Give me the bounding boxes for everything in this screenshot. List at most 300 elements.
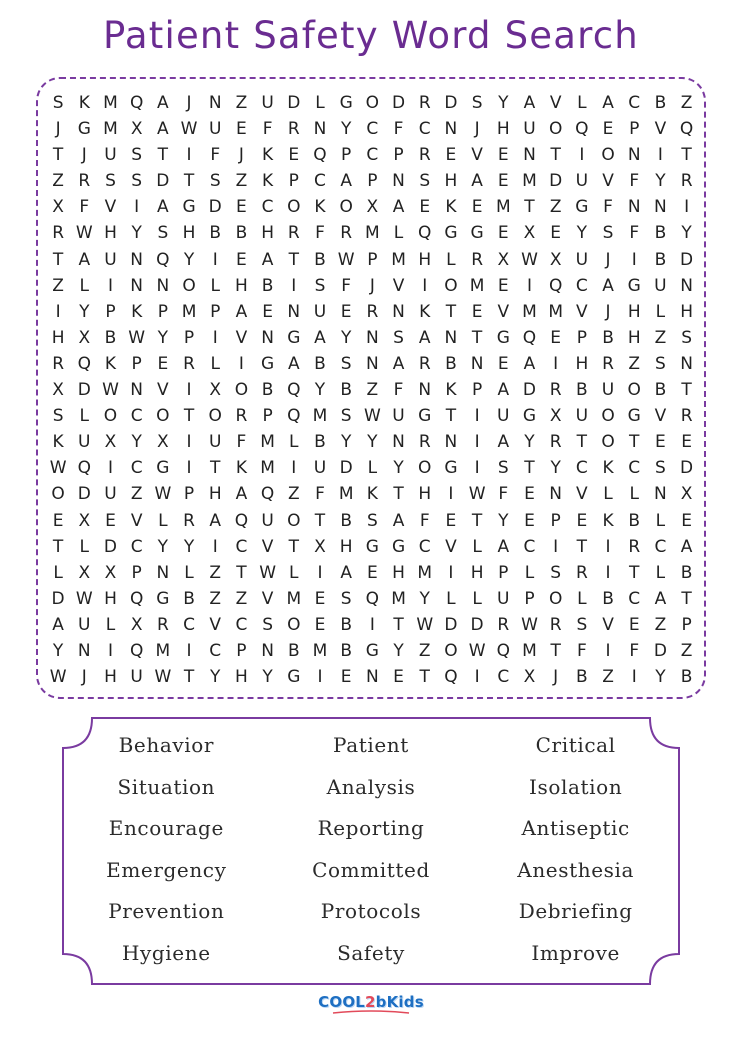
grid-letter: X [209, 380, 222, 401]
grid-letter: R [628, 536, 641, 557]
grid-letter: I [526, 275, 532, 296]
grid-letter: R [418, 145, 431, 166]
grid-letter: M [391, 588, 406, 609]
grid-letter: F [236, 432, 247, 453]
grid-letter: X [523, 667, 536, 688]
grid-letter: R [183, 353, 195, 374]
grid-letter: C [628, 93, 641, 113]
grid-letter: E [524, 484, 535, 505]
grid-letter: L [79, 275, 90, 296]
grid-letter: E [471, 197, 483, 218]
grid-letter: R [680, 171, 693, 192]
grid-letter: Z [52, 275, 64, 296]
grid-letter: W [102, 380, 119, 401]
grid-letter: N [680, 275, 693, 296]
grid-letter: N [392, 171, 405, 192]
grid-letter: S [209, 171, 221, 192]
grid-letter: N [156, 562, 170, 583]
grid-letter: Y [419, 588, 430, 609]
grid-letter: K [419, 301, 431, 322]
grid-letter: I [631, 249, 637, 270]
grid-letter: E [340, 667, 352, 688]
grid-letter: R [575, 562, 588, 583]
grid-letter: H [235, 667, 248, 688]
grid-letter: N [523, 145, 536, 166]
grid-letter: A [157, 93, 169, 113]
grid-letter: H [235, 275, 248, 296]
word-list-item: Isolation [529, 774, 623, 799]
grid-letter: Q [496, 640, 510, 661]
grid-letter: Z [602, 667, 614, 688]
grid-letter: C [209, 640, 222, 661]
grid-letter: S [157, 223, 169, 244]
grid-letter: V [654, 406, 667, 427]
grid-letter: P [393, 145, 404, 166]
grid-letter: C [628, 458, 641, 479]
grid-letter: O [287, 197, 301, 218]
grid-letter: P [576, 327, 587, 348]
grid-letter: E [655, 432, 666, 453]
grid-letter: Y [210, 667, 221, 688]
grid-letter: G [391, 536, 406, 557]
grid-letter: Y [524, 432, 535, 453]
grid-letter: U [78, 432, 91, 453]
grid-letter: V [392, 275, 405, 296]
grid-letter: D [339, 458, 353, 479]
grid-letter: N [130, 380, 144, 401]
grid-letter: I [422, 275, 428, 296]
grid-letter: A [287, 353, 300, 374]
grid-letter: T [681, 588, 692, 609]
grid-letter: Q [77, 458, 91, 479]
grid-letter: E [497, 171, 509, 192]
grid-letter: T [550, 145, 561, 166]
grid-letter: E [314, 614, 326, 635]
grid-letter: X [78, 510, 91, 531]
grid-letter: O [182, 275, 196, 296]
grid-letter: B [654, 93, 667, 113]
grid-letter: B [576, 667, 588, 688]
grid-letter: S [366, 510, 378, 531]
grid-letter: R [602, 353, 614, 374]
grid-letter: E [681, 510, 692, 531]
grid-letter: N [444, 327, 458, 348]
grid-letter: N [392, 301, 405, 322]
word-list-item: Patient [333, 733, 409, 757]
grid-letter: C [366, 119, 379, 140]
grid-letter: O [365, 93, 380, 113]
grid-letter: C [523, 536, 536, 557]
grid-letter: M [103, 93, 118, 113]
grid-letter: I [448, 562, 454, 583]
grid-letter: H [104, 588, 117, 609]
grid-letter: U [261, 510, 274, 531]
grid-letter: T [288, 249, 299, 270]
grid-letter: N [627, 145, 641, 166]
grid-letter: U [313, 301, 327, 322]
grid-letter: V [261, 588, 274, 609]
grid-letter: N [444, 432, 458, 453]
grid-letter: H [392, 562, 405, 583]
grid-letter: W [154, 484, 172, 505]
grid-letter: F [315, 484, 325, 505]
grid-letter: O [601, 432, 615, 453]
grid-letter: W [75, 223, 93, 244]
grid-letter: I [107, 275, 113, 296]
grid-letter: Y [393, 458, 404, 479]
grid-letter: C [366, 145, 379, 166]
grid-letter: S [497, 458, 509, 479]
grid-letter: X [104, 432, 117, 453]
grid-letter: E [497, 223, 509, 244]
grid-letter: N [680, 353, 693, 374]
grid-letter: C [130, 406, 143, 427]
word-list-item: Safety [337, 940, 405, 965]
grid-letter: S [655, 353, 666, 374]
word-list-item: Analysis [326, 774, 416, 799]
grid-letter: C [130, 458, 143, 479]
grid-letter: S [340, 588, 352, 609]
grid-letter: I [238, 353, 244, 374]
grid-letter: Y [340, 327, 352, 348]
grid-letter: X [314, 536, 326, 557]
grid-letter: I [134, 197, 140, 218]
grid-letter: N [392, 432, 405, 453]
grid-letter: B [314, 432, 326, 453]
grid-letter: L [577, 588, 587, 609]
grid-letter: A [157, 119, 169, 140]
grid-letter: E [366, 562, 378, 583]
grid-letter: P [131, 562, 142, 583]
grid-letter: U [208, 119, 222, 140]
grid-letter: K [314, 197, 326, 218]
grid-letter: A [523, 93, 536, 113]
grid-letter: A [654, 588, 667, 609]
grid-letter: G [287, 667, 301, 688]
grid-letter: U [104, 145, 117, 166]
grid-letter: T [157, 145, 169, 166]
grid-letter: I [212, 536, 218, 557]
grid-letter: A [314, 327, 326, 348]
grid-letter: T [524, 197, 535, 218]
grid-letter: W [337, 249, 355, 270]
grid-letter: I [107, 458, 113, 479]
grid-letter: L [472, 536, 482, 557]
word-list-item: Behavior [118, 733, 215, 757]
grid-letter: G [444, 458, 458, 479]
grid-letter: E [550, 223, 562, 244]
grid-letter: C [628, 588, 641, 609]
grid-letter: N [261, 640, 274, 661]
grid-letter: R [235, 406, 248, 427]
grid-letter: Z [680, 640, 693, 661]
grid-letter: T [314, 510, 326, 531]
word-list-item: Prevention [108, 899, 225, 924]
grid-letter: A [497, 432, 510, 453]
grid-letter: C [497, 667, 510, 688]
grid-letter: K [366, 484, 378, 505]
grid-letter: U [654, 275, 667, 296]
grid-letter: I [579, 145, 585, 166]
grid-letter: X [549, 406, 562, 427]
grid-letter: J [474, 119, 480, 140]
grid-letter: B [602, 327, 614, 348]
grid-letter: B [680, 562, 693, 583]
grid-letter: J [55, 119, 61, 140]
grid-letter: I [212, 327, 218, 348]
grid-letter: I [657, 145, 663, 166]
grid-letter: M [312, 406, 328, 427]
grid-letter: E [236, 249, 247, 270]
grid-letter: A [52, 614, 64, 635]
grid-letter: Q [679, 119, 694, 140]
grid-letter: Z [235, 588, 248, 609]
grid-letter: D [653, 640, 667, 661]
grid-letter: G [575, 197, 589, 218]
grid-letter: N [627, 197, 641, 218]
grid-letter: I [631, 667, 637, 688]
grid-letter: V [497, 301, 510, 322]
grid-letter: B [340, 640, 352, 661]
grid-letter: K [78, 93, 90, 113]
grid-letter: F [393, 119, 404, 140]
grid-letter: L [210, 353, 220, 374]
grid-letter: F [393, 380, 404, 401]
grid-letter: S [52, 93, 64, 113]
grid-letter: M [548, 301, 563, 322]
grid-letter: T [183, 406, 195, 427]
grid-letter: F [629, 223, 640, 244]
grid-letter: I [474, 406, 480, 427]
grid-letter: E [471, 301, 483, 322]
grid-letter: R [52, 223, 64, 244]
grid-letter: I [369, 614, 375, 635]
grid-letter: P [498, 562, 509, 583]
grid-letter: P [681, 614, 692, 635]
grid-letter: W [416, 614, 434, 635]
grid-letter: E [262, 301, 273, 322]
grid-letter: T [550, 640, 561, 661]
grid-letter: T [471, 510, 483, 531]
grid-letter: W [468, 484, 486, 505]
grid-letter: L [446, 588, 456, 609]
grid-letter: B [628, 510, 641, 531]
grid-letter: M [338, 484, 354, 505]
grid-letter: R [418, 93, 431, 113]
grid-letter: B [602, 588, 614, 609]
grid-letter: W [49, 667, 67, 688]
grid-letter: Y [340, 119, 352, 140]
grid-letter: H [261, 223, 274, 244]
grid-letter: A [340, 171, 352, 192]
grid-letter: I [605, 562, 611, 583]
grid-letter: V [157, 380, 169, 401]
grid-letter: U [575, 406, 589, 427]
grid-letter: M [260, 458, 275, 479]
grid-letter: T [629, 562, 640, 583]
grid-letter: I [553, 353, 559, 374]
logo-text: COOL2bKids [318, 993, 424, 1011]
grid-letter: N [261, 327, 274, 348]
grid-letter: D [680, 249, 694, 270]
grid-letter: O [234, 380, 249, 401]
grid-letter: T [445, 301, 457, 322]
grid-letter: A [392, 353, 405, 374]
grid-letter: Y [183, 249, 195, 270]
grid-letter: R [549, 380, 562, 401]
grid-letter: U [104, 484, 117, 505]
grid-letter: I [212, 249, 218, 270]
grid-letter: R [78, 171, 91, 192]
grid-letter: Y [131, 223, 142, 244]
grid-letter: F [498, 484, 509, 505]
grid-letter: L [79, 406, 90, 427]
grid-letter: B [261, 380, 274, 401]
grid-letter: Q [129, 640, 144, 661]
grid-letter: F [262, 119, 273, 140]
grid-letter: Z [654, 614, 667, 635]
grid-letter: X [104, 562, 117, 583]
grid-letter: L [655, 301, 666, 322]
grid-letter: L [79, 536, 90, 557]
grid-letter: I [553, 536, 559, 557]
grid-letter: M [522, 640, 537, 661]
grid-letter: P [629, 119, 640, 140]
grid-letter: T [576, 432, 588, 453]
grid-letter: Y [498, 510, 509, 531]
grid-letter: G [496, 327, 510, 348]
word-list-item: Anesthesia [517, 857, 635, 882]
grid-letter: T [52, 249, 64, 270]
grid-letter: W [75, 588, 93, 609]
grid-letter: P [288, 171, 299, 192]
grid-letter: G [522, 406, 537, 427]
grid-letter: A [680, 536, 693, 557]
grid-letter: B [235, 223, 248, 244]
grid-letter: N [549, 484, 563, 505]
grid-letter: F [576, 640, 587, 661]
grid-letter: Z [235, 93, 248, 113]
grid-letter: B [340, 510, 352, 531]
grid-letter: O [444, 640, 458, 661]
grid-letter: E [105, 510, 116, 531]
grid-letter: M [260, 432, 275, 453]
grid-letter: Y [131, 432, 142, 453]
grid-letter: Q [129, 588, 144, 609]
grid-letter: M [181, 301, 197, 322]
grid-letter: G [182, 197, 196, 218]
grid-letter: B [654, 249, 667, 270]
grid-letter: Y [79, 301, 90, 322]
grid-letter: X [78, 327, 91, 348]
grid-letter: D [391, 93, 406, 113]
grid-letter: L [367, 458, 378, 479]
grid-letter: A [78, 249, 91, 270]
grid-letter: G [470, 223, 484, 244]
grid-letter: Y [183, 536, 195, 557]
word-list-item: Emergency [106, 857, 227, 882]
word-list-item: Improve [531, 940, 620, 965]
grid-letter: U [497, 588, 510, 609]
grid-letter: C [235, 614, 248, 635]
grid-letter: D [51, 588, 65, 609]
grid-letter: T [183, 171, 195, 192]
grid-letter: O [601, 145, 615, 166]
grid-letter: E [419, 197, 431, 218]
grid-letter: E [681, 432, 692, 453]
grid-letter: O [103, 406, 118, 427]
grid-letter: R [418, 432, 431, 453]
grid-letter: Q [365, 588, 380, 609]
grid-letter: H [418, 484, 432, 505]
word-list-item: Reporting [317, 816, 425, 841]
grid-letter: V [471, 145, 483, 166]
grid-letter: D [156, 171, 170, 192]
grid-letter: S [576, 614, 588, 635]
grid-letter: Q [287, 406, 301, 427]
grid-letter: S [602, 223, 614, 244]
word-list-item: Hygiene [121, 940, 211, 965]
grid-letter: Q [156, 249, 170, 270]
grid-letter: E [314, 588, 326, 609]
grid-letter: A [392, 197, 405, 218]
grid-letter: M [286, 588, 302, 609]
grid-letter: T [393, 614, 404, 635]
grid-letter: F [629, 640, 640, 661]
grid-letter: B [261, 275, 274, 296]
grid-letter: G [156, 588, 170, 609]
word-list-item: Encourage [108, 816, 224, 841]
grid-letter: X [497, 249, 510, 270]
grid-letter: O [287, 510, 301, 531]
grid-letter: N [208, 93, 222, 113]
grid-letter: I [186, 380, 192, 401]
grid-letter: F [419, 510, 430, 531]
grid-letter: O [418, 458, 432, 479]
grid-letter: I [474, 432, 480, 453]
grid-letter: P [183, 484, 195, 505]
grid-letter: K [235, 458, 247, 479]
grid-letter: F [629, 171, 640, 192]
site-logo [0, 992, 742, 1015]
grid-letter: S [393, 327, 404, 348]
grid-letter: R [549, 614, 562, 635]
grid-letter: A [235, 484, 248, 505]
grid-letter: X [680, 484, 693, 505]
grid-letter: G [627, 275, 641, 296]
grid-letter: A [602, 275, 614, 296]
grid-letter: B [314, 249, 326, 270]
grid-letter: W [521, 614, 538, 635]
grid-letter: S [340, 353, 352, 374]
grid-letter: X [157, 432, 169, 453]
grid-letter: E [445, 510, 457, 531]
grid-letter: F [79, 197, 90, 218]
grid-letter: Q [313, 145, 327, 166]
grid-letter: B [576, 380, 588, 401]
grid-letter: Q [129, 93, 144, 113]
grid-letter: Y [393, 640, 404, 661]
grid-letter: N [365, 667, 379, 688]
grid-letter: T [681, 380, 692, 401]
grid-letter: M [522, 301, 537, 322]
grid-letter: I [448, 484, 454, 505]
grid-letter: H [418, 249, 432, 270]
grid-letter: U [575, 171, 589, 192]
grid-letter: D [444, 93, 458, 113]
grid-letter: Y [498, 93, 509, 113]
grid-letter: Z [52, 171, 64, 192]
